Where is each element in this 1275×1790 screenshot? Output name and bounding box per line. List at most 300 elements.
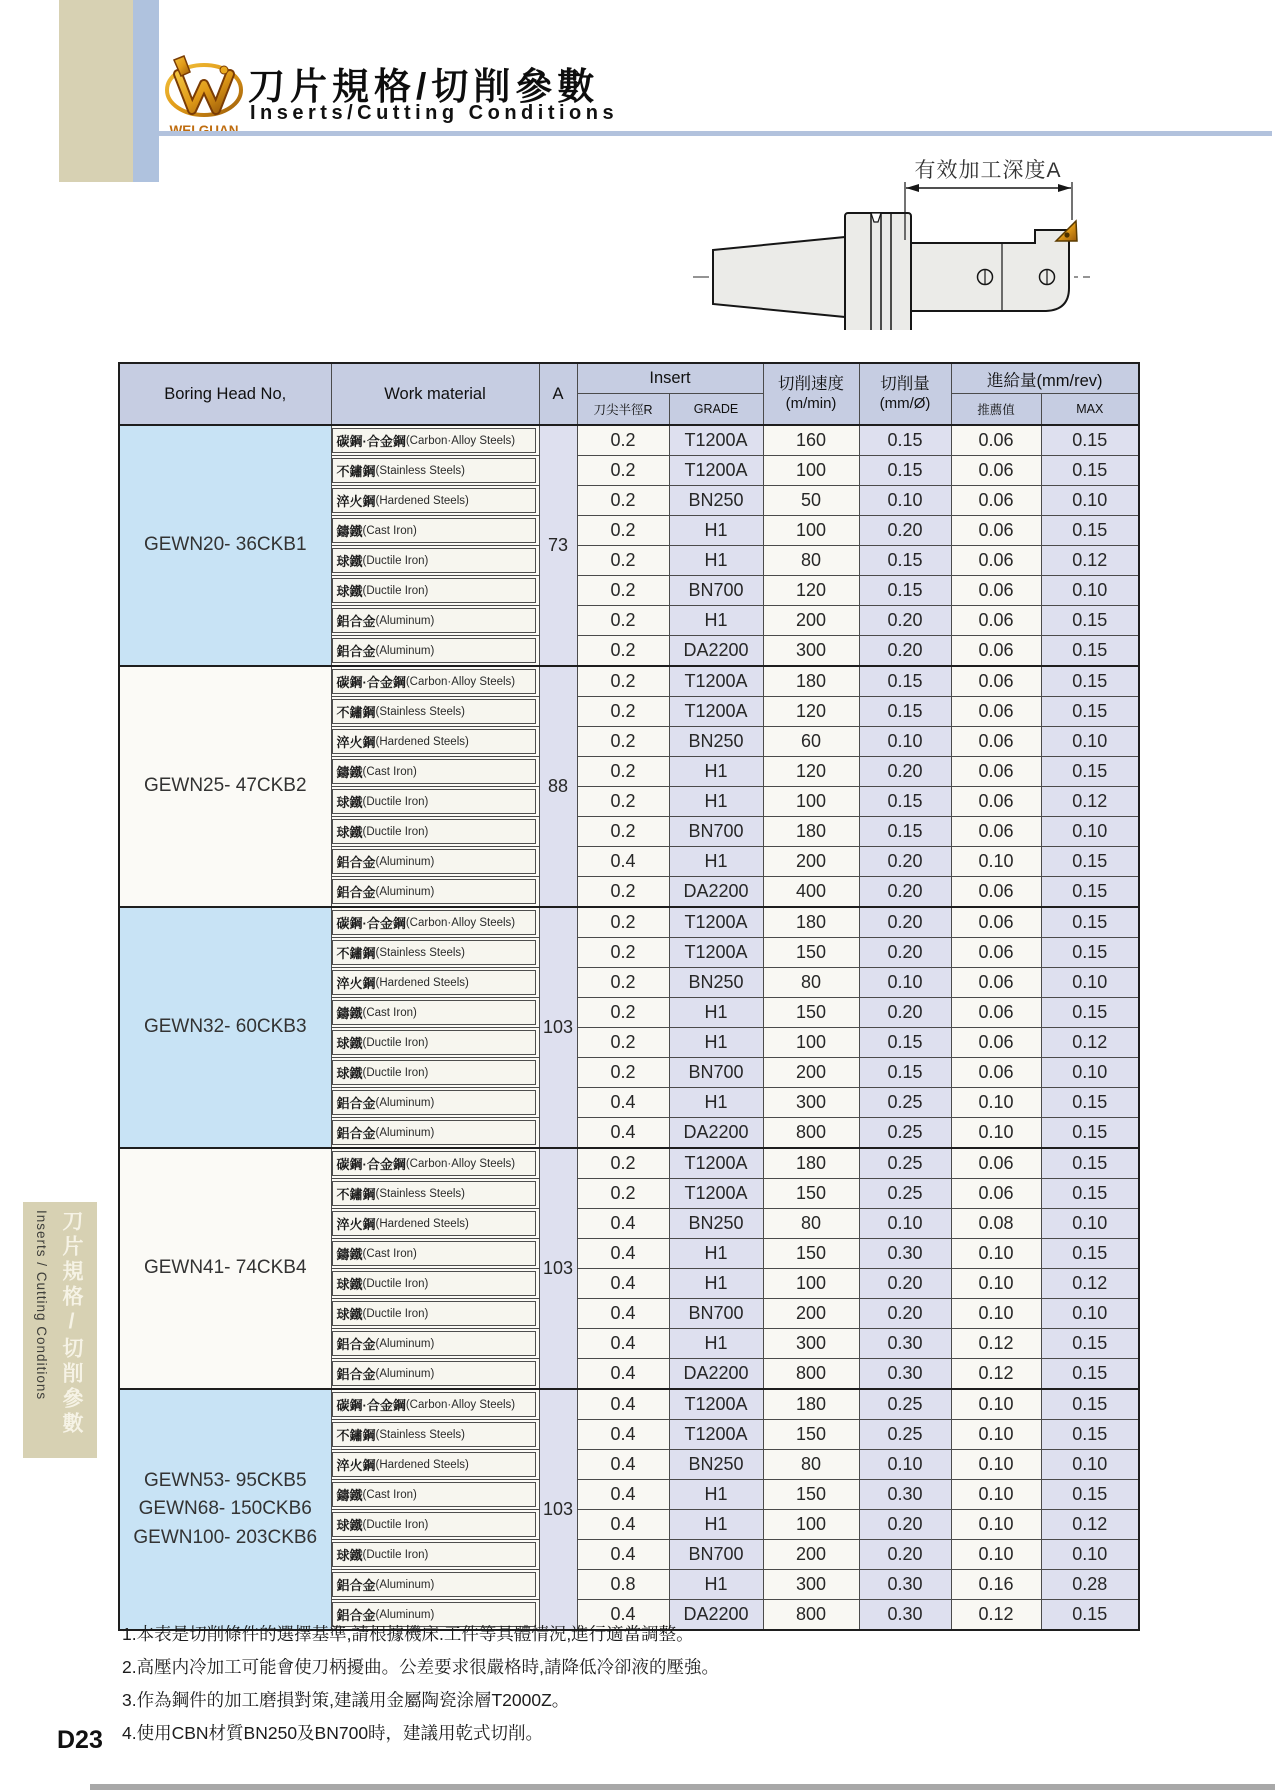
material-label-en: (Carbon·Alloy Steels) — [405, 1398, 516, 1411]
material-cell — [331, 1359, 539, 1390]
material-label-en: (Aluminum) — [375, 1608, 435, 1621]
grade-cell: BN250 — [669, 727, 763, 757]
doc-cell: 0.20 — [859, 907, 951, 938]
doc-cell: 0.25 — [859, 1118, 951, 1149]
material-label-zh: 鋁合金 — [336, 644, 376, 659]
material-cell — [331, 1088, 539, 1118]
doc-cell: 0.20 — [859, 606, 951, 636]
table-row — [119, 1148, 1139, 1179]
doc-cell: 0.20 — [859, 998, 951, 1028]
top-blue-bar — [133, 0, 159, 182]
grade-cell: H1 — [669, 847, 763, 877]
doc-cell: 0.20 — [859, 938, 951, 968]
material-label-en: (Ductile Iron) — [362, 1548, 429, 1561]
material-cell — [331, 516, 539, 546]
rec-cell: 0.12 — [951, 1359, 1041, 1390]
rec-cell: 0.06 — [951, 576, 1041, 606]
max-cell: 0.10 — [1041, 1209, 1139, 1239]
material-label-en: (Carbon·Alloy Steels) — [405, 916, 516, 929]
speed-cell: 100 — [763, 787, 859, 817]
rec-cell: 0.06 — [951, 907, 1041, 938]
grade-cell: H1 — [669, 1480, 763, 1510]
radius-cell: 0.2 — [577, 907, 669, 938]
grade-cell: H1 — [669, 1088, 763, 1118]
speed-cell: 150 — [763, 938, 859, 968]
taper-shank — [713, 237, 845, 317]
max-cell: 0.15 — [1041, 516, 1139, 546]
table-body — [119, 425, 1139, 1630]
material-label-zh: 淬火鋼 — [336, 1217, 376, 1232]
header-cutting-speed-zh: 切削速度 — [778, 375, 844, 394]
rec-cell: 0.06 — [951, 1148, 1041, 1179]
material-label-en: (Ductile Iron) — [362, 1307, 429, 1320]
rec-cell: 0.08 — [951, 1209, 1041, 1239]
material-label-zh: 球鐵 — [336, 1036, 363, 1051]
material-cell — [331, 787, 539, 817]
grade-cell: T1200A — [669, 425, 763, 456]
rec-cell: 0.06 — [951, 636, 1041, 667]
rec-cell: 0.10 — [951, 1450, 1041, 1480]
radius-cell: 0.2 — [577, 425, 669, 456]
rec-cell: 0.10 — [951, 1088, 1041, 1118]
grade-cell: H1 — [669, 516, 763, 546]
doc-cell: 0.20 — [859, 1540, 951, 1570]
radius-cell: 0.2 — [577, 1179, 669, 1209]
material-cell — [331, 1269, 539, 1299]
doc-cell: 0.10 — [859, 486, 951, 516]
a-value-cell: 88 — [539, 666, 577, 907]
max-cell: 0.10 — [1041, 1450, 1139, 1480]
model-label: GEWN20- 36CKB1 — [143, 534, 307, 556]
speed-cell: 300 — [763, 1088, 859, 1118]
material-label-en: (Cast Iron) — [362, 1006, 417, 1019]
material-label-en: (Ductile Iron) — [362, 1277, 429, 1290]
radius-cell: 0.4 — [577, 1510, 669, 1540]
grade-cell: DA2200 — [669, 1118, 763, 1149]
grade-cell: DA2200 — [669, 1600, 763, 1631]
header-grade: GRADE — [669, 394, 763, 426]
radius-cell: 0.2 — [577, 817, 669, 847]
material-label-zh: 鋁合金 — [336, 1367, 376, 1382]
material-cell — [331, 546, 539, 576]
material-cell — [331, 968, 539, 998]
rec-cell: 0.06 — [951, 757, 1041, 787]
rec-cell: 0.06 — [951, 516, 1041, 546]
radius-cell: 0.4 — [577, 1118, 669, 1149]
doc-cell: 0.10 — [859, 1209, 951, 1239]
doc-cell: 0.30 — [859, 1239, 951, 1269]
material-label-en: (Stainless Steels) — [375, 1187, 465, 1200]
model-label: GEWN41- 74CKB4 — [143, 1257, 307, 1279]
max-cell: 0.15 — [1041, 606, 1139, 636]
cutting-conditions-table — [118, 362, 1140, 1631]
header-insert: Insert — [577, 363, 763, 394]
model-cell — [119, 907, 331, 1148]
speed-cell: 100 — [763, 1028, 859, 1058]
radius-cell: 0.4 — [577, 1329, 669, 1359]
material-label-en: (Carbon·Alloy Steels) — [405, 434, 516, 447]
rec-cell: 0.06 — [951, 817, 1041, 847]
note-line: 4.使用CBN材質BN250及BN700時，建議用乾式切削。 — [122, 1723, 544, 1743]
doc-cell: 0.25 — [859, 1148, 951, 1179]
material-label-zh: 鋁合金 — [336, 1126, 376, 1141]
top-beige-bar — [59, 0, 133, 182]
grade-cell: H1 — [669, 1269, 763, 1299]
material-label-zh: 淬火鋼 — [336, 976, 376, 991]
material-label-en: (Aluminum) — [375, 644, 435, 657]
rec-cell: 0.06 — [951, 1179, 1041, 1209]
model-cell — [119, 425, 331, 666]
grade-cell: T1200A — [669, 456, 763, 486]
material-cell — [331, 907, 539, 938]
doc-cell: 0.15 — [859, 1028, 951, 1058]
max-cell: 0.15 — [1041, 1088, 1139, 1118]
grade-cell: H1 — [669, 757, 763, 787]
speed-cell: 80 — [763, 1209, 859, 1239]
grade-cell: BN250 — [669, 968, 763, 998]
rec-cell: 0.06 — [951, 425, 1041, 456]
radius-cell: 0.2 — [577, 486, 669, 516]
speed-cell: 180 — [763, 817, 859, 847]
table-row — [119, 907, 1139, 938]
rec-cell: 0.06 — [951, 697, 1041, 727]
model-label: GEWN32- 60CKB3 — [143, 1016, 307, 1038]
material-label-zh: 碳鋼·合金鋼 — [336, 1398, 406, 1413]
speed-cell: 800 — [763, 1359, 859, 1390]
max-cell: 0.15 — [1041, 757, 1139, 787]
material-label-en: (Aluminum) — [375, 1367, 435, 1380]
speed-cell: 50 — [763, 486, 859, 516]
speed-cell: 180 — [763, 1389, 859, 1420]
model-label: GEWN53- 95CKB5 — [143, 1469, 307, 1491]
radius-cell: 0.4 — [577, 1299, 669, 1329]
material-cell — [331, 576, 539, 606]
sidebar-tab — [23, 1202, 97, 1458]
material-label-zh: 不鏽鋼 — [336, 705, 376, 720]
radius-cell: 0.2 — [577, 998, 669, 1028]
note-line: 1.本表是切削條件的選擇基準,請根據機床.工件等具體情況,進行適當調整。 — [122, 1624, 694, 1644]
rec-cell: 0.06 — [951, 727, 1041, 757]
radius-cell: 0.4 — [577, 1420, 669, 1450]
speed-cell: 200 — [763, 847, 859, 877]
max-cell: 0.15 — [1041, 907, 1139, 938]
radius-cell: 0.8 — [577, 1570, 669, 1600]
material-cell — [331, 817, 539, 847]
material-label-zh: 鑄鐵 — [336, 524, 363, 539]
doc-cell: 0.25 — [859, 1389, 951, 1420]
radius-cell: 0.4 — [577, 847, 669, 877]
sidebar-label-zh: 刀片規格/切削參數 — [60, 1210, 83, 1437]
material-label-en: (Cast Iron) — [362, 524, 417, 537]
material-label-en: (Hardened Steels) — [375, 494, 469, 507]
rec-cell: 0.10 — [951, 1389, 1041, 1420]
radius-cell: 0.2 — [577, 1028, 669, 1058]
material-label-en: (Ductile Iron) — [362, 1518, 429, 1531]
max-cell: 0.15 — [1041, 877, 1139, 908]
material-label-en: (Aluminum) — [375, 1126, 435, 1139]
radius-cell: 0.4 — [577, 1540, 669, 1570]
max-cell: 0.10 — [1041, 727, 1139, 757]
rec-cell: 0.10 — [951, 1239, 1041, 1269]
radius-cell: 0.2 — [577, 666, 669, 697]
material-label-zh: 球鐵 — [336, 584, 363, 599]
page-number: D23 — [57, 1726, 103, 1754]
material-label-en: (Aluminum) — [375, 1578, 435, 1591]
max-cell: 0.15 — [1041, 1239, 1139, 1269]
header-feed: 進給量(mm/rev) — [951, 363, 1139, 394]
max-cell: 0.15 — [1041, 1420, 1139, 1450]
material-label-en: (Ductile Iron) — [362, 795, 429, 808]
speed-cell: 60 — [763, 727, 859, 757]
rec-cell: 0.06 — [951, 456, 1041, 486]
material-cell — [331, 666, 539, 697]
speed-cell: 120 — [763, 576, 859, 606]
model-label: GEWN25- 47CKB2 — [143, 775, 307, 797]
max-cell: 0.10 — [1041, 968, 1139, 998]
insert-screw-dot — [1064, 232, 1069, 237]
material-label-zh: 鋁合金 — [336, 1337, 376, 1352]
material-label-en: (Stainless Steels) — [375, 1428, 465, 1441]
material-cell — [331, 727, 539, 757]
speed-cell: 400 — [763, 877, 859, 908]
material-cell — [331, 1299, 539, 1329]
material-label-zh: 鋁合金 — [336, 614, 376, 629]
material-label-en: (Ductile Iron) — [362, 584, 429, 597]
doc-cell: 0.20 — [859, 516, 951, 546]
speed-cell: 180 — [763, 666, 859, 697]
material-label-zh: 淬火鋼 — [336, 735, 376, 750]
bottom-edge — [90, 1784, 1275, 1790]
material-label-en: (Cast Iron) — [362, 1488, 417, 1501]
speed-cell: 150 — [763, 1239, 859, 1269]
grade-cell: BN700 — [669, 576, 763, 606]
model-cell — [119, 666, 331, 907]
material-cell — [331, 697, 539, 727]
header-cutting-speed-unit: (m/min) — [785, 394, 837, 412]
material-label-zh: 鋁合金 — [336, 1096, 376, 1111]
radius-cell: 0.2 — [577, 516, 669, 546]
material-label-zh: 鋁合金 — [336, 1578, 376, 1593]
material-label-zh: 鑄鐵 — [336, 1006, 363, 1021]
rec-cell: 0.06 — [951, 606, 1041, 636]
radius-cell: 0.2 — [577, 636, 669, 667]
doc-cell: 0.30 — [859, 1480, 951, 1510]
max-cell: 0.15 — [1041, 697, 1139, 727]
arrow-right-icon — [1058, 184, 1071, 192]
rec-cell: 0.06 — [951, 787, 1041, 817]
grade-cell: BN700 — [669, 1058, 763, 1088]
material-label-en: (Ductile Iron) — [362, 825, 429, 838]
grade-cell: BN700 — [669, 1540, 763, 1570]
arrow-left-icon — [906, 184, 919, 192]
radius-cell: 0.2 — [577, 757, 669, 787]
rec-cell: 0.10 — [951, 1540, 1041, 1570]
grade-cell: H1 — [669, 998, 763, 1028]
max-cell: 0.15 — [1041, 1118, 1139, 1149]
material-label-en: (Hardened Steels) — [375, 1217, 469, 1230]
material-label-zh: 不鏽鋼 — [336, 1428, 376, 1443]
rec-cell: 0.12 — [951, 1329, 1041, 1359]
speed-cell: 120 — [763, 697, 859, 727]
material-label-en: (Cast Iron) — [362, 1247, 417, 1260]
grade-cell: H1 — [669, 1239, 763, 1269]
rec-cell: 0.06 — [951, 998, 1041, 1028]
rec-cell: 0.10 — [951, 1299, 1041, 1329]
header-work-material: Work material — [331, 363, 539, 425]
grade-cell: BN700 — [669, 1299, 763, 1329]
material-label-zh: 球鐵 — [336, 1518, 363, 1533]
material-label-zh: 球鐵 — [336, 1277, 363, 1292]
material-label-en: (Hardened Steels) — [375, 1458, 469, 1471]
rec-cell: 0.06 — [951, 968, 1041, 998]
radius-cell: 0.2 — [577, 697, 669, 727]
max-cell: 0.15 — [1041, 425, 1139, 456]
sidebar-label-en: Inserts / Cutting Conditions — [34, 1210, 49, 1401]
table-row — [119, 666, 1139, 697]
material-label-zh: 球鐵 — [336, 1066, 363, 1081]
a-value-cell: 103 — [539, 907, 577, 1148]
material-cell — [331, 636, 539, 667]
grade-cell: T1200A — [669, 666, 763, 697]
max-cell: 0.28 — [1041, 1570, 1139, 1600]
material-label-en: (Cast Iron) — [362, 765, 417, 778]
a-value-cell: 73 — [539, 425, 577, 666]
material-label-zh: 球鐵 — [336, 795, 363, 810]
radius-cell: 0.4 — [577, 1209, 669, 1239]
rec-cell: 0.10 — [951, 1510, 1041, 1540]
doc-cell: 0.25 — [859, 1420, 951, 1450]
radius-cell: 0.4 — [577, 1359, 669, 1390]
speed-cell: 800 — [763, 1118, 859, 1149]
doc-cell: 0.10 — [859, 968, 951, 998]
model-label: GEWN100- 203CKB6 — [133, 1526, 318, 1548]
material-cell — [331, 1028, 539, 1058]
speed-cell: 300 — [763, 1570, 859, 1600]
material-label-zh: 碳鋼·合金鋼 — [336, 1157, 406, 1172]
header-recommended: 推薦值 — [951, 394, 1041, 426]
doc-cell: 0.20 — [859, 877, 951, 908]
doc-cell: 0.20 — [859, 757, 951, 787]
grade-cell: DA2200 — [669, 877, 763, 908]
material-cell — [331, 1118, 539, 1149]
material-cell — [331, 1570, 539, 1600]
header-cutting-speed — [763, 363, 859, 425]
a-value-cell: 103 — [539, 1389, 577, 1630]
max-cell: 0.15 — [1041, 1389, 1139, 1420]
grade-cell: T1200A — [669, 907, 763, 938]
radius-cell: 0.2 — [577, 456, 669, 486]
doc-cell: 0.15 — [859, 787, 951, 817]
grade-cell: H1 — [669, 606, 763, 636]
material-cell — [331, 1239, 539, 1269]
rec-cell: 0.06 — [951, 877, 1041, 908]
grade-cell: T1200A — [669, 1179, 763, 1209]
material-label-en: (Hardened Steels) — [375, 735, 469, 748]
doc-cell: 0.15 — [859, 546, 951, 576]
material-label-en: (Aluminum) — [375, 885, 435, 898]
material-cell — [331, 1209, 539, 1239]
material-label-zh: 球鐵 — [336, 1548, 363, 1563]
header-max: MAX — [1041, 394, 1139, 426]
header-boring-head: Boring Head No, — [119, 363, 331, 425]
doc-cell: 0.15 — [859, 425, 951, 456]
grade-cell: T1200A — [669, 697, 763, 727]
grade-cell: T1200A — [669, 1389, 763, 1420]
grade-cell: H1 — [669, 546, 763, 576]
material-label-zh: 鑄鐵 — [336, 765, 363, 780]
radius-cell: 0.2 — [577, 1058, 669, 1088]
title-underline — [159, 131, 1272, 136]
grade-cell: T1200A — [669, 938, 763, 968]
doc-cell: 0.15 — [859, 666, 951, 697]
header-a: A — [539, 363, 577, 425]
radius-cell: 0.4 — [577, 1389, 669, 1420]
material-label-en: (Ductile Iron) — [362, 1036, 429, 1049]
doc-cell: 0.20 — [859, 1510, 951, 1540]
material-label-en: (Aluminum) — [375, 1096, 435, 1109]
header-depth-of-cut-unit: (mm/Ø) — [879, 394, 931, 412]
speed-cell: 80 — [763, 968, 859, 998]
speed-cell: 200 — [763, 1058, 859, 1088]
grade-cell: BN250 — [669, 1209, 763, 1239]
rec-cell: 0.10 — [951, 1118, 1041, 1149]
wei-guan-logo — [162, 48, 246, 140]
material-cell — [331, 847, 539, 877]
max-cell: 0.10 — [1041, 1058, 1139, 1088]
max-cell: 0.12 — [1041, 1269, 1139, 1299]
max-cell: 0.15 — [1041, 666, 1139, 697]
material-cell — [331, 1450, 539, 1480]
material-label-en: (Carbon·Alloy Steels) — [405, 675, 516, 688]
material-cell — [331, 998, 539, 1028]
max-cell: 0.15 — [1041, 847, 1139, 877]
speed-cell: 100 — [763, 1510, 859, 1540]
header-nose-radius: 刀尖半徑R — [577, 394, 669, 426]
rec-cell: 0.06 — [951, 546, 1041, 576]
material-cell — [331, 1480, 539, 1510]
doc-cell: 0.10 — [859, 727, 951, 757]
radius-cell: 0.4 — [577, 1480, 669, 1510]
model-cell — [119, 1148, 331, 1389]
speed-cell: 120 — [763, 757, 859, 787]
max-cell: 0.15 — [1041, 1359, 1139, 1390]
max-cell: 0.15 — [1041, 938, 1139, 968]
material-label-en: (Aluminum) — [375, 855, 435, 868]
grade-cell: DA2200 — [669, 636, 763, 667]
material-label-zh: 球鐵 — [336, 825, 363, 840]
material-label-zh: 球鐵 — [336, 1307, 363, 1322]
grade-cell: DA2200 — [669, 1359, 763, 1390]
material-cell — [331, 1179, 539, 1209]
material-label-zh: 球鐵 — [336, 554, 363, 569]
radius-cell: 0.4 — [577, 1239, 669, 1269]
material-cell — [331, 938, 539, 968]
notes — [122, 1618, 1022, 1750]
speed-cell: 800 — [763, 1600, 859, 1631]
doc-cell: 0.30 — [859, 1329, 951, 1359]
doc-cell: 0.15 — [859, 576, 951, 606]
material-label-zh: 不鏽鋼 — [336, 946, 376, 961]
material-label-zh: 鋁合金 — [336, 885, 376, 900]
material-label-zh: 淬火鋼 — [336, 1458, 376, 1473]
material-cell — [331, 486, 539, 516]
material-label-zh: 鋁合金 — [336, 855, 376, 870]
material-cell — [331, 456, 539, 486]
max-cell: 0.12 — [1041, 787, 1139, 817]
material-label-en: (Carbon·Alloy Steels) — [405, 1157, 516, 1170]
doc-cell: 0.15 — [859, 817, 951, 847]
material-label-zh: 碳鋼·合金鋼 — [336, 434, 406, 449]
